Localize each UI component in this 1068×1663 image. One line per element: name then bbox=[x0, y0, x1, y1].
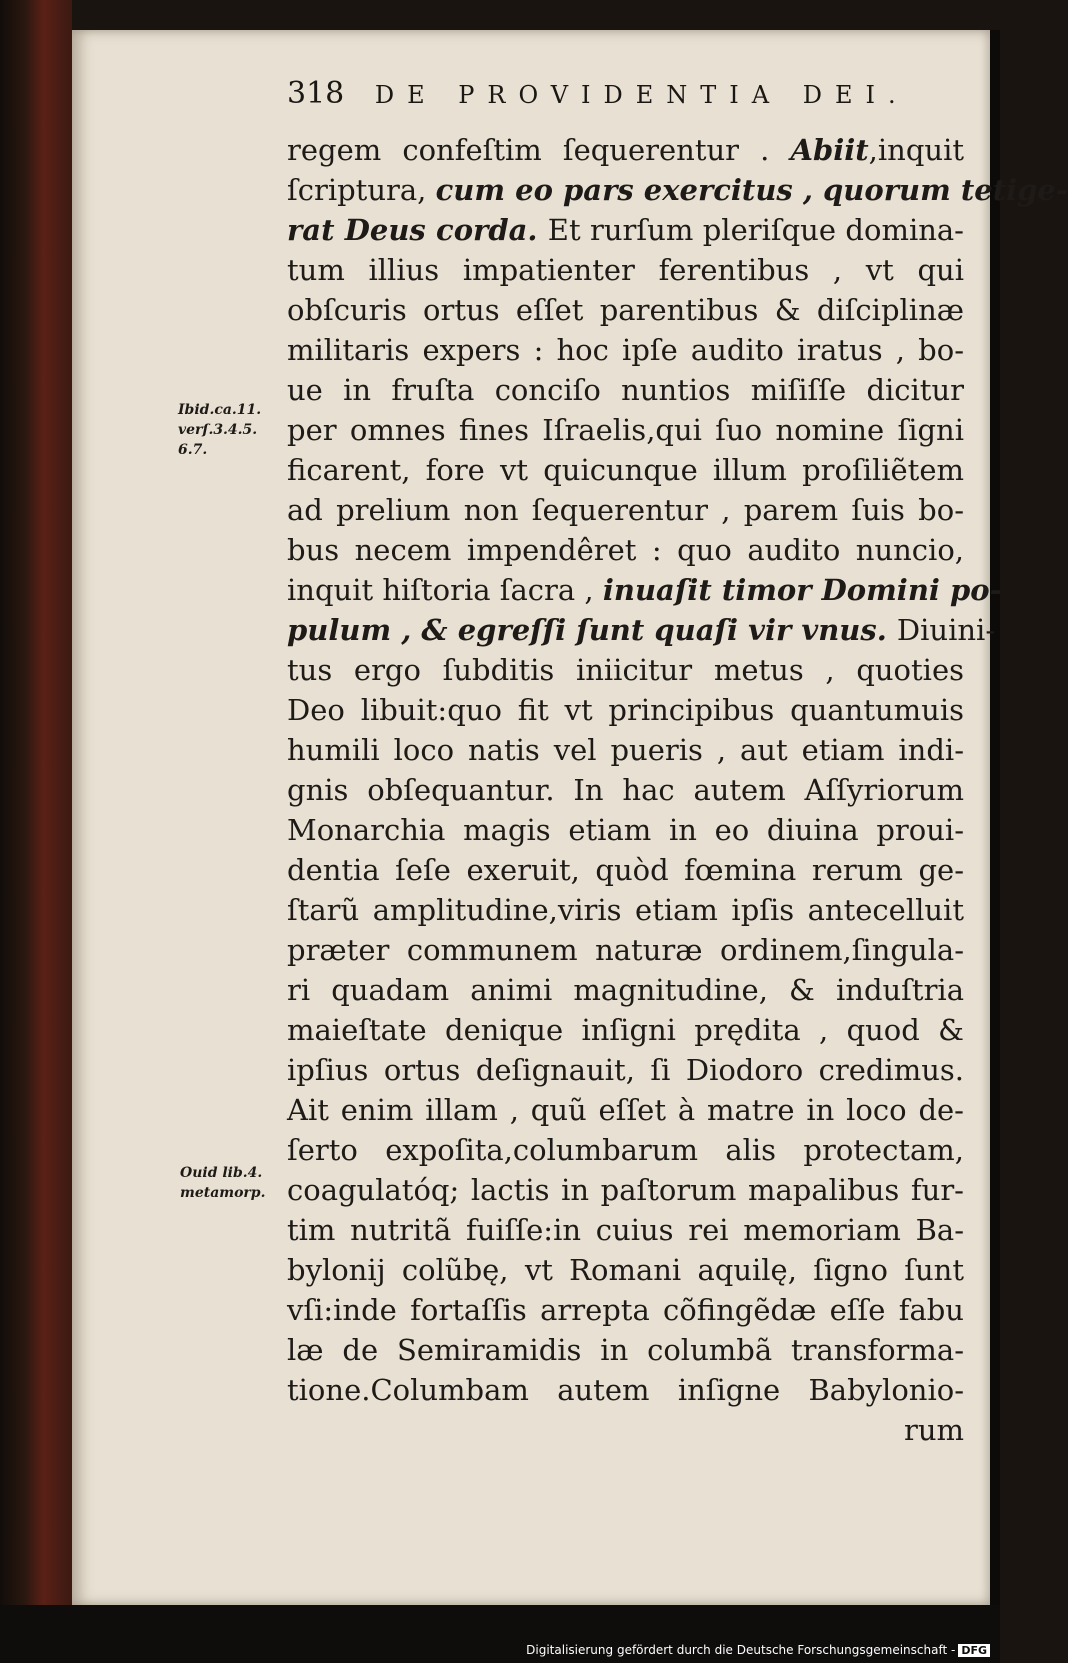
text-line bbox=[287, 490, 964, 530]
text-segment: per omnes fines Iſraelis,qui ſuo nomine ſigni bbox=[287, 413, 964, 447]
text-segment: tus ergo ſubditis iniicitur metus , quoties bbox=[287, 653, 964, 687]
text-segment: rum bbox=[903, 1413, 964, 1447]
text-line bbox=[287, 1010, 964, 1050]
text-segment: dentia ſeſe exeruit, quòd fœmina rerum ge- bbox=[287, 853, 964, 887]
text-line bbox=[287, 570, 1002, 610]
text-segment: bus necem impendêret : quo audito nuncio, bbox=[287, 533, 964, 567]
text-line bbox=[287, 690, 964, 730]
text-segment: coagulatóq; lactis in paſtorum mapalibus fur- bbox=[287, 1173, 964, 1207]
text-line bbox=[287, 730, 964, 770]
text-line bbox=[287, 1210, 964, 1250]
text-segment: militaris expers : hoc ipſe audito iratus , bo- bbox=[287, 333, 964, 367]
text-line bbox=[287, 810, 964, 850]
text-segment: tione.Columbam autem inſigne Babylonio- bbox=[287, 1373, 964, 1407]
text-segment: humili loco natis vel pueris , aut etiam indi- bbox=[287, 733, 964, 767]
text-line bbox=[287, 1410, 964, 1450]
text-line bbox=[287, 1290, 964, 1330]
page-number: 318 bbox=[287, 76, 345, 111]
text-line bbox=[287, 850, 964, 890]
text-line bbox=[287, 970, 964, 1010]
text-segment: tim nutritã fuiſſe:in cuius rei memoriam Ba- bbox=[287, 1213, 964, 1247]
text-segment: præter communem naturæ ordinem,ſingula- bbox=[287, 933, 964, 967]
margin-note-ovid bbox=[180, 1163, 265, 1203]
italic-quote: pulum , & egreſſi ſunt quaſi vir vnus. bbox=[287, 613, 897, 647]
text-line bbox=[287, 210, 964, 250]
italic-quote: Abiit bbox=[790, 133, 869, 167]
italic-quote: rat Deus corda. bbox=[287, 213, 548, 247]
text-line bbox=[287, 1370, 964, 1410]
text-segment: inquit hiſtoria ſacra , bbox=[287, 573, 603, 607]
text-segment: læ de Semiramidis in columbã transforma- bbox=[287, 1333, 964, 1367]
running-title: DE PROVIDENTIA DEI. bbox=[374, 81, 909, 109]
credit-text: Digitalisierung gefördert durch die Deutsche Forschungsgemeinschaft - bbox=[526, 1643, 956, 1657]
margin-note-line: 6.7. bbox=[178, 442, 208, 458]
text-line bbox=[287, 1050, 964, 1090]
text-segment: vſi:inde fortaſſis arrepta cõfingẽdæ eſſe fabu bbox=[287, 1293, 964, 1327]
page-edge bbox=[990, 30, 1000, 1605]
text-segment: ficarent, fore vt quicunque illum proſiliẽtem bbox=[287, 453, 964, 487]
margin-note-ibid bbox=[178, 400, 261, 460]
text-segment: ipſius ortus deſignauit, ſi Diodoro credimus. bbox=[287, 1053, 964, 1087]
body-text bbox=[287, 130, 1068, 1450]
margin-note-line: verſ.3.4.5. bbox=[178, 422, 258, 438]
text-segment: ſtarũ amplitudine,viris etiam ipſis antecelluit bbox=[287, 893, 964, 927]
text-segment: ſerto expoſita,columbarum alis protectam, bbox=[287, 1133, 964, 1167]
margin-note-line: Ouid lib.4. bbox=[180, 1165, 263, 1181]
digitization-credit bbox=[526, 1643, 990, 1657]
text-segment: ad prelium non ſequerentur , parem ſuis bo- bbox=[287, 493, 964, 527]
book-spine bbox=[0, 0, 72, 1610]
text-segment: ,inquit bbox=[868, 133, 964, 167]
text-segment: bylonij colũbę, vt Romani aquilę, ſigno ſunt bbox=[287, 1253, 964, 1287]
text-line bbox=[287, 290, 964, 330]
text-segment: ue in fruſta conciſo nuntios miſiſſe dicitur bbox=[287, 373, 964, 407]
text-line bbox=[287, 250, 964, 290]
text-segment: gnis obſequantur. In hac autem Aſſyriorum bbox=[287, 773, 964, 807]
text-segment: tum illius impatienter ferentibus , vt qui bbox=[287, 253, 964, 287]
text-line bbox=[287, 1090, 964, 1130]
running-head bbox=[287, 76, 909, 111]
text-segment: maieſtate denique inſigni pręditа , quod & bbox=[287, 1013, 964, 1047]
text-line bbox=[287, 890, 964, 930]
text-segment: Et rurſum pleriſque domina- bbox=[547, 213, 964, 247]
text-line bbox=[287, 330, 964, 370]
text-line bbox=[287, 410, 964, 450]
text-line bbox=[287, 530, 964, 570]
text-segment: ri quadam animi magnitudine, & induſtria bbox=[287, 973, 964, 1007]
text-segment: regem confeſtim ſequerentur . bbox=[287, 133, 791, 167]
italic-quote: inuaſit timor Domini po- bbox=[602, 573, 1002, 607]
text-line bbox=[287, 1130, 964, 1170]
text-line bbox=[287, 610, 996, 650]
text-line bbox=[287, 1330, 964, 1370]
text-segment: Monarchia magis etiam in eo diuina proui- bbox=[287, 813, 964, 847]
text-line bbox=[287, 370, 964, 410]
text-segment: Ait enim illam , quũ eſſet à matre in loco de- bbox=[287, 1093, 964, 1127]
text-segment: Deo libuit:quo fit vt principibus quantumuis bbox=[287, 693, 964, 727]
text-segment: obſcuris ortus eſſet parentibus & diſciplinæ bbox=[287, 293, 964, 327]
text-line bbox=[287, 130, 964, 170]
text-line bbox=[287, 170, 1068, 210]
text-line bbox=[287, 770, 964, 810]
text-line bbox=[287, 1250, 964, 1290]
text-line bbox=[287, 450, 964, 490]
italic-quote: cum eo pars exercitus , quorum tetige- bbox=[435, 173, 1068, 207]
text-line bbox=[287, 650, 964, 690]
margin-note-line: metamorp. bbox=[180, 1185, 266, 1201]
margin-note-line: Ibid.ca.11. bbox=[178, 402, 262, 418]
text-line bbox=[287, 930, 964, 970]
text-line bbox=[287, 1170, 964, 1210]
text-segment: Diuini- bbox=[896, 613, 996, 647]
text-segment: ſcriptura, bbox=[287, 173, 436, 207]
dfg-logo: DFG bbox=[958, 1644, 990, 1657]
